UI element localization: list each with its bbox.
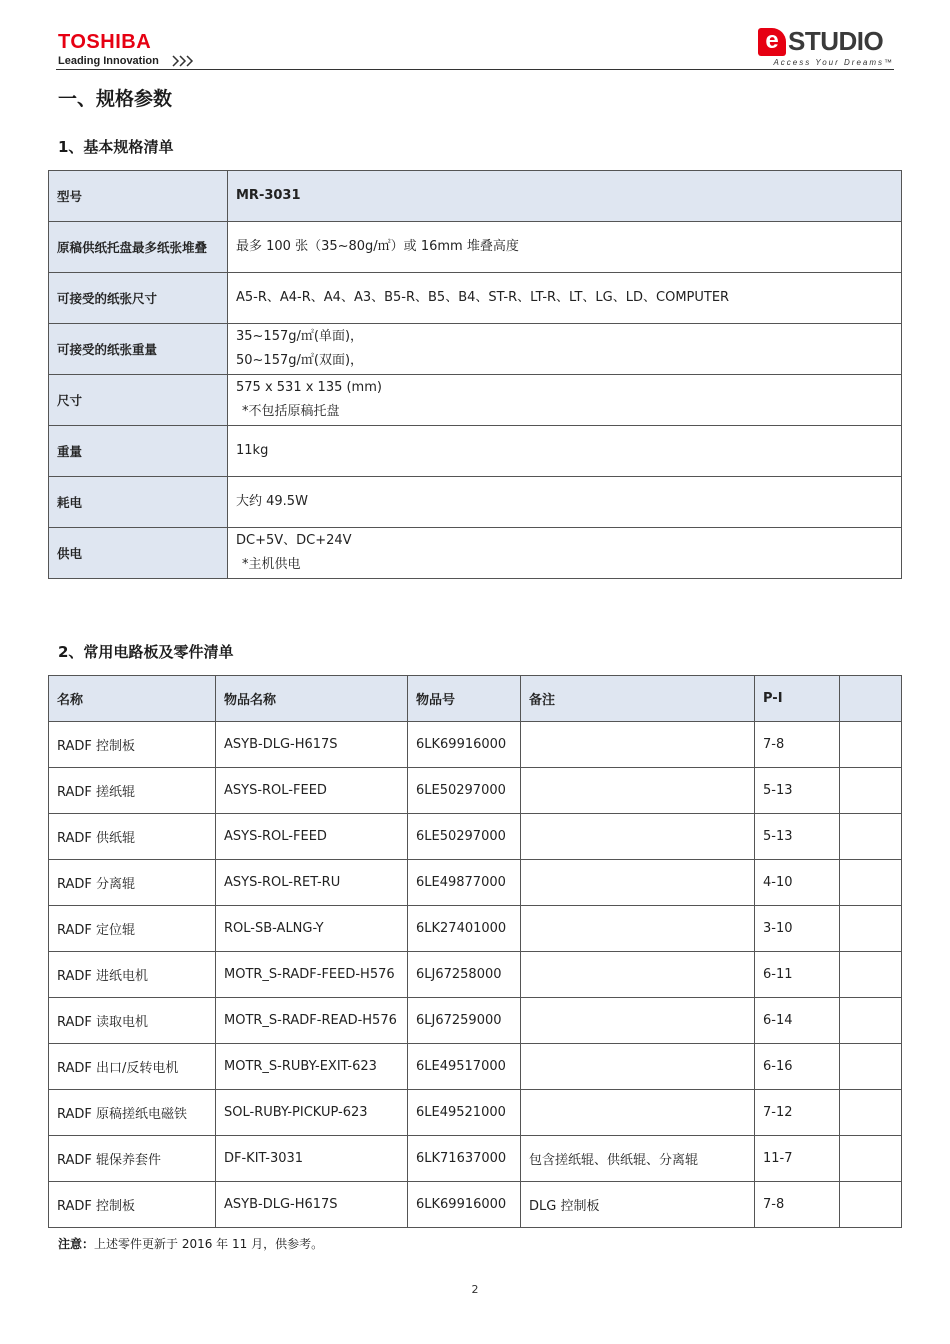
table-cell: ASYS-ROL-RET-RU [216,860,408,906]
estudio-logo-word: STUDIO [788,26,884,56]
estudio-slogan: Access Your Dreams™ [773,58,894,67]
table-cell: RADF 原稿搓纸电磁铁 [49,1090,216,1136]
spec-label: 重量 [49,426,228,477]
spec-value [228,528,902,579]
spec-label: 供电 [49,528,228,579]
table-cell: RADF 控制板 [49,722,216,768]
footnote-text: 上述零件更新于 2016 年 11 月，供参考。 [94,1237,324,1251]
table-cell: RADF 分离辊 [49,860,216,906]
table-cell: ASYB-DLG-H617S [216,722,408,768]
table-row [49,998,902,1044]
table-cell: 11-7 [755,1136,840,1182]
table-cell [840,906,902,952]
table-cell: 6LJ67258000 [408,952,521,998]
table-cell: 7-12 [755,1090,840,1136]
table-cell [521,768,755,814]
table-cell: 5-13 [755,814,840,860]
spec-value-line: 50~157g/㎡(双面)， [236,353,364,368]
table-cell: 6-16 [755,1044,840,1090]
column-header: 备注 [521,676,755,722]
table-cell: 3-10 [755,906,840,952]
table-row [49,906,902,952]
spec-row [49,426,902,477]
table-cell [840,722,902,768]
table-cell: RADF 出口/反转电机 [49,1044,216,1090]
table-cell [840,1090,902,1136]
spec-value [228,324,902,375]
table-row [49,722,902,768]
table-cell [521,1044,755,1090]
spec-value-line: MR-3031 [236,188,301,203]
parts-table [48,675,902,1228]
table-row [49,860,902,906]
spec-value-line: 大约 49.5W [236,494,308,509]
table-cell: ASYS-ROL-FEED [216,814,408,860]
table-cell [521,722,755,768]
table-cell: 6LK69916000 [408,1182,521,1228]
brand-logo: TOSHIBA [58,31,152,53]
table-cell: RADF 搓纸辊 [49,768,216,814]
table-cell: DF-KIT-3031 [216,1136,408,1182]
footnote-label: 注意： [58,1237,95,1251]
table-cell [521,814,755,860]
spec-value-line: *不包括原稿托盘 [242,404,340,419]
spec-label: 原稿供纸托盘最多纸张堆叠 [49,222,228,273]
spec-value [228,171,902,222]
table-cell: MOTR_S-RUBY-EXIT-623 [216,1044,408,1090]
spec-row [49,528,902,579]
table-cell: 6LK71637000 [408,1136,521,1182]
table-cell: MOTR_S-RADF-READ-H576 [216,998,408,1044]
table-cell [521,1090,755,1136]
table-cell: 5-13 [755,768,840,814]
spec-row [49,222,902,273]
column-header: 物品名称 [216,676,408,722]
table-cell: 6LE49877000 [408,860,521,906]
table-cell: 6LE49521000 [408,1090,521,1136]
table-cell: DLG 控制板 [521,1182,755,1228]
column-header: 物品号 [408,676,521,722]
spec-label: 尺寸 [49,375,228,426]
table-cell: 6LE50297000 [408,768,521,814]
table-cell: 4-10 [755,860,840,906]
table-cell [521,906,755,952]
table-cell: 6LK69916000 [408,722,521,768]
table-row [49,1136,902,1182]
table-cell: 6-11 [755,952,840,998]
spec-row [49,477,902,528]
table-cell: RADF 辊保养套件 [49,1136,216,1182]
table-cell: RADF 供纸辊 [49,814,216,860]
table-cell: SOL-RUBY-PICKUP-623 [216,1090,408,1136]
table-row [49,1182,902,1228]
spec-label: 耗电 [49,477,228,528]
table-cell: RADF 进纸电机 [49,952,216,998]
spec-value [228,222,902,273]
table-row [49,1044,902,1090]
table-cell: MOTR_S-RADF-FEED-H576 [216,952,408,998]
table-cell: 6LK27401000 [408,906,521,952]
header-divider [56,69,894,70]
parts-table-title: 2、常用电路板及零件清单 [58,643,234,661]
table-cell: RADF 控制板 [49,1182,216,1228]
table-cell: ROL-SB-ALNG-Y [216,906,408,952]
table-cell [840,1182,902,1228]
table-cell [840,1136,902,1182]
table-cell [521,998,755,1044]
estudio-logo-mark: e [758,28,786,56]
table-row [49,768,902,814]
spec-table [48,170,902,579]
spec-value [228,426,902,477]
spec-row [49,375,902,426]
column-header [840,676,902,722]
spec-value [228,273,902,324]
spec-label: 型号 [49,171,228,222]
table-cell: 7-8 [755,1182,840,1228]
spec-row [49,324,902,375]
spec-value-line: 575 x 531 x 135 (mm) [236,380,382,395]
footnote [58,1235,323,1252]
table-cell [840,860,902,906]
table-cell [840,952,902,998]
spec-table-title: 1、基本规格清单 [58,138,174,156]
table-cell: 包含搓纸辊、供纸辊、分离辊 [521,1136,755,1182]
page-number: 2 [471,1283,479,1296]
table-cell: ASYS-ROL-FEED [216,768,408,814]
table-cell: 6-14 [755,998,840,1044]
table-cell [840,1044,902,1090]
table-cell [521,952,755,998]
spec-value-line: DC+5V、DC+24V [236,533,352,548]
page-header [56,28,894,72]
table-row [49,952,902,998]
spec-value-line: *主机供电 [242,557,301,572]
table-cell: 6LE50297000 [408,814,521,860]
table-cell: ASYB-DLG-H617S [216,1182,408,1228]
column-header: 名称 [49,676,216,722]
table-cell: 7-8 [755,722,840,768]
table-cell [840,768,902,814]
table-cell: RADF 读取电机 [49,998,216,1044]
table-cell: 6LJ67259000 [408,998,521,1044]
spec-value [228,477,902,528]
spec-value-line: 35~157g/㎡(单面)， [236,329,364,344]
section-title: 一、规格参数 [58,88,173,110]
table-cell [840,998,902,1044]
spec-row [49,273,902,324]
spec-label: 可接受的纸张重量 [49,324,228,375]
spec-value-line: 最多 100 张（35~80g/㎡）或 16mm 堆叠高度 [236,239,519,254]
table-cell [521,860,755,906]
table-row [49,1090,902,1136]
triple-chevron-icon [172,55,194,67]
table-cell: 6LE49517000 [408,1044,521,1090]
brand-tagline: Leading Innovation [58,55,159,67]
table-cell [840,814,902,860]
spec-row [49,171,902,222]
table-row [49,814,902,860]
spec-value-line: A5-R、A4-R、A4、A3、B5-R、B5、B4、ST-R、LT-R、LT、LG、LD、COMPUTER [236,290,730,305]
spec-value-line: 11kg [236,443,269,458]
column-header: P-I [755,676,840,722]
parts-header-row [49,676,902,722]
spec-label: 可接受的纸张尺寸 [49,273,228,324]
spec-value [228,375,902,426]
table-cell: RADF 定位辊 [49,906,216,952]
